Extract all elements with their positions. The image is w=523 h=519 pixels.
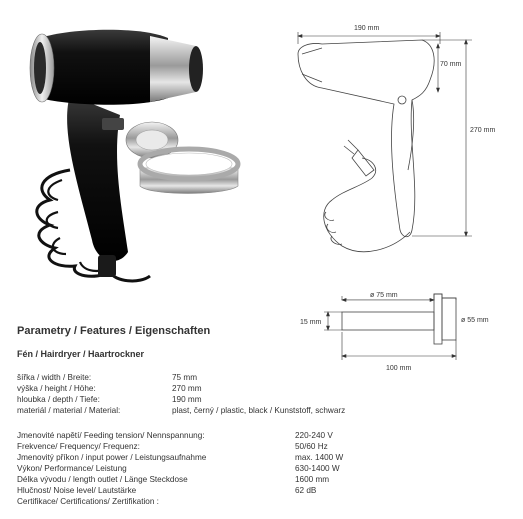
dim-nozzle-label: 70 mm: [440, 61, 462, 68]
holder-depth-label: 100 mm: [386, 365, 412, 372]
wall-holder-ring: [126, 122, 238, 194]
dim-width-label: 190 mm: [354, 25, 380, 32]
holder-drawing: [262, 290, 523, 380]
dryer-body: [40, 30, 168, 105]
drawing-cord: [324, 158, 410, 252]
features-heading: Parametry / Features / Eigenschaften: [17, 325, 211, 337]
drawing-plug: [352, 150, 374, 176]
holder-diameter-label: ø 75 mm: [370, 292, 398, 299]
holder-base-side: [434, 294, 442, 344]
technical-drawing: [262, 0, 523, 300]
holder-base-label: ø 55 mm: [461, 317, 489, 324]
hairdryer-photo: [0, 0, 262, 300]
dryer-outline: [298, 40, 434, 237]
holder-ring-side: [342, 312, 434, 330]
product-name: Fén / Hairdryer / Haartrockner: [17, 349, 145, 359]
holder-thickness-label: 15 mm: [300, 319, 322, 326]
dim-height-label: 270 mm: [470, 127, 496, 134]
